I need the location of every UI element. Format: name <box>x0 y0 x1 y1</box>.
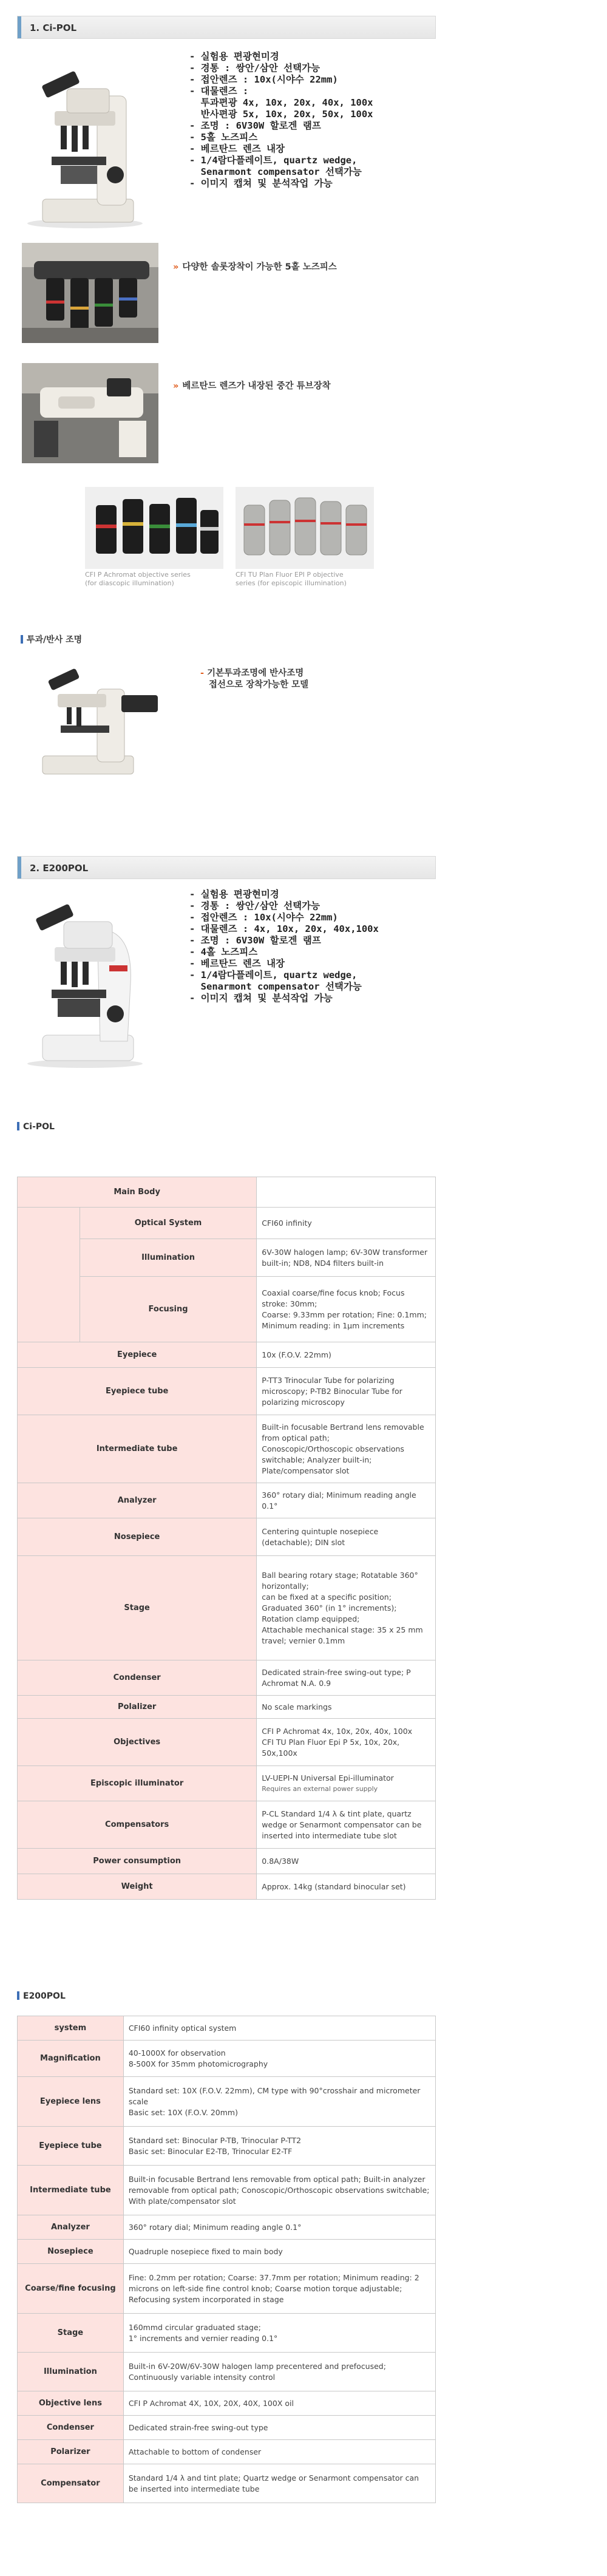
spec-value <box>123 2077 435 2127</box>
spec-label: Main Body <box>18 1177 257 1208</box>
table-row <box>18 1177 436 1208</box>
table-row <box>18 1660 436 1696</box>
spec-label: Eyepiece <box>18 1342 257 1368</box>
e200pol-spec-title <box>17 1991 66 2001</box>
spec-value: Attachable to bottom of condenser <box>123 2440 435 2464</box>
value-line: Basic set: 10X (F.O.V. 20mm) <box>128 2107 238 2117</box>
spec-value: 6V-30W halogen lamp; 6V-30W transformer built-in; ND8, ND4 filters built-in <box>257 1239 436 1277</box>
spec-label: Eyepiece tube <box>18 1368 257 1415</box>
section-header-cipol <box>17 16 436 39</box>
table-row <box>18 2416 436 2440</box>
value-line: Basic set: Binocular E2-TB, Trinocular E2-TF <box>128 2146 293 2156</box>
value-line: Rotation clamp equipped; <box>262 1614 360 1623</box>
value-line: Graduated 360° (in 1° increments); <box>262 1603 397 1613</box>
value-line: Ball bearing rotary stage; Rotatable 360° horizontally; <box>262 1570 418 1591</box>
arrow-icon: » <box>173 262 179 272</box>
caption-line: series (for episcopic illumination) <box>236 579 347 587</box>
spec-label: Compensator <box>18 2464 124 2503</box>
feature-item: 투과편광 4x, 10x, 20x, 40x, 100x <box>189 97 373 108</box>
feature-item: - 경통 : 쌍안/삼안 선택가능 <box>189 900 320 911</box>
illumination-title: 투과/반사 조명 <box>27 635 83 645</box>
feature-item: - 대물렌즈 : 4x, 10x, 20x, 40x,100x <box>189 923 379 934</box>
feature-item: - 실험용 편광현미경 <box>189 51 279 62</box>
spec-value: 360° rotary dial; Minimum reading angle 0.1° <box>257 1483 436 1518</box>
spec-value <box>123 2127 435 2166</box>
spec-label: Eyepiece tube <box>18 2127 124 2166</box>
table-row <box>18 1874 436 1900</box>
caption-line: (for diascopic illumination) <box>85 579 174 587</box>
table-row <box>18 1368 436 1415</box>
table-row <box>18 2353 436 2391</box>
spec-label-spacer <box>18 1208 80 1342</box>
spec-label: Weight <box>18 1874 257 1900</box>
feature-item: - 베르탄드 렌즈 내장 <box>189 143 285 154</box>
spec-label: Illumination <box>18 2353 124 2391</box>
feature-item: - 조명 : 6V30W 할로겐 램프 <box>189 935 321 946</box>
table-row <box>18 2016 436 2041</box>
spec-value: Dedicated strain-free swing-out type; P Achromat N.A. 0.9 <box>257 1660 436 1696</box>
value-line: 1° increments and vernier reading 0.1° <box>128 2333 278 2343</box>
epi-illumination-microscope-image <box>24 665 176 777</box>
feature-item: - 실험용 편광현미경 <box>189 889 279 900</box>
spec-value: 360° rotary dial; Minimum reading angle 0.1° <box>123 2215 435 2240</box>
illum-text: 접선으로 장착가능한 모델 <box>209 680 309 690</box>
spec-value <box>123 2314 435 2353</box>
spec-value: P-TT3 Trinocular Tube for polarizing microscopy; P-TB2 Binocular Tube for polarizing microscopy <box>257 1368 436 1415</box>
plan-fluor-caption <box>236 571 347 588</box>
table-row <box>18 1277 436 1342</box>
feature-item: - 1/4람다플레이트, quartz wedge, <box>189 155 358 166</box>
spec-label: Compensators <box>18 1801 257 1849</box>
spec-label: Analyzer <box>18 2215 124 2240</box>
spec-value: 10x (F.O.V. 22mm) <box>257 1342 436 1368</box>
spec-label: Coarse/fine focusing <box>18 2264 124 2314</box>
spec-label: Optical System <box>80 1208 257 1239</box>
spec-label: Objectives <box>18 1719 257 1766</box>
feature-item: - 베르탄드 렌즈 내장 <box>189 958 285 969</box>
section-title: 1. Ci-POL <box>30 22 77 33</box>
e200pol-feature-list <box>189 889 379 1004</box>
feature-item: 반사편광 5x, 10x, 20x, 50x, 100x <box>189 109 373 120</box>
section-accent-bar <box>18 16 21 38</box>
caption-line: CFI P Achromat objective series <box>85 571 191 579</box>
subtitle-accent-bar <box>17 1122 19 1130</box>
table-row <box>18 2041 436 2077</box>
feature-item: - 1/4람다플레이트, quartz wedge, <box>189 970 358 980</box>
bertrand-callout-text: 베르탄드 렌즈가 내장된 중간 튜브장착 <box>182 381 331 391</box>
spec-value: Built-in 6V-20W/6V-30W halogen lamp precentered and prefocused; Continuously variable intensity control <box>123 2353 435 2391</box>
spec-value: P-CL Standard 1/4 λ & tint plate, quartz wedge or Senarmont compensator can be inserted into intermediate tube slot <box>257 1801 436 1849</box>
spec-label: system <box>18 2016 124 2041</box>
value-line: 8-500X for 35mm photomicrography <box>128 2059 268 2068</box>
table-row <box>18 2240 436 2264</box>
feature-item: - 대물렌즈 : <box>189 86 249 97</box>
section-header-e200pol <box>17 856 436 879</box>
table-row <box>18 2215 436 2240</box>
illum-line <box>200 668 308 679</box>
value-line: Standard set: 10X (F.O.V. 22mm), CM type with 90°crosshair and micrometer scale <box>128 2085 421 2106</box>
value-line: Requires an external power supply <box>262 1784 378 1793</box>
cipol-feature-list <box>189 51 373 189</box>
table-row <box>18 2127 436 2166</box>
spec-label: Nosepiece <box>18 1518 257 1556</box>
table-row <box>18 1556 436 1660</box>
nosepiece-callout-text: 다양한 솔롯장착이 가능한 5홀 노즈피스 <box>182 262 337 272</box>
feature-item: - 이미지 캡쳐 및 분석작업 가능 <box>189 993 333 1004</box>
spec-label: Focusing <box>80 1277 257 1342</box>
spec-label: Condenser <box>18 2416 124 2440</box>
spec-value <box>257 1719 436 1766</box>
table-row <box>18 1696 436 1719</box>
bertrand-tube-photo <box>22 363 158 463</box>
spec-value: 0.8A/38W <box>257 1849 436 1874</box>
achromat-caption <box>85 571 191 588</box>
table-row <box>18 1483 436 1518</box>
table-row <box>18 1342 436 1368</box>
spec-value: Fine: 0.2mm per rotation; Coarse: 37.7mm per rotation; Minimum reading: 2 microns on left-side fine control knob; Coarse motion torque adjustable; Refocusing system incorporated in stage <box>123 2264 435 2314</box>
cipol-spec-title <box>17 1122 55 1132</box>
spec-label: Nosepiece <box>18 2240 124 2264</box>
value-line: LV-UEPI-N Universal Epi-illuminator <box>262 1773 394 1782</box>
spec-value: No scale markings <box>257 1696 436 1719</box>
value-line: Standard set: Binocular P-TB, Trinocular P-TT2 <box>128 2135 302 2145</box>
spec-label: Stage <box>18 2314 124 2353</box>
feature-item: Senarmont compensator 선택가능 <box>189 166 362 177</box>
spec-label: Stage <box>18 1556 257 1660</box>
spec-value <box>257 1415 436 1483</box>
cipol-microscope-image <box>18 53 149 229</box>
e200pol-spec-title-text: E200POL <box>23 1991 66 2001</box>
table-row <box>18 2440 436 2464</box>
table-row <box>18 2264 436 2314</box>
plan-fluor-objectives-photo <box>236 487 374 569</box>
table-row <box>18 1801 436 1849</box>
spec-value: Dedicated strain-free swing-out type <box>123 2416 435 2440</box>
table-row <box>18 2166 436 2215</box>
spec-value <box>257 1766 436 1801</box>
spec-label: Analyzer <box>18 1483 257 1518</box>
spec-label: Episcopic illuminator <box>18 1766 257 1801</box>
table-row <box>18 1415 436 1483</box>
spec-label: Objective lens <box>18 2391 124 2416</box>
spec-value: Quadruple nosepiece fixed to main body <box>123 2240 435 2264</box>
spec-value: Built-in focusable Bertrand lens removable from optical path; Built-in analyzer removable from optical path; Conoscopic/Orthoscopic observations switchable; With plate/compensator slot <box>123 2166 435 2215</box>
achromat-objectives-photo <box>85 487 223 569</box>
feature-item: - 접안렌즈 : 10x(시야수 22mm) <box>189 74 338 85</box>
spec-value: Centering quintuple nosepiece (detachable); DIN slot <box>257 1518 436 1556</box>
value-line: can be fixed at a specific position; <box>262 1592 392 1602</box>
e200pol-microscope-image <box>18 892 149 1069</box>
table-row <box>18 1239 436 1277</box>
feature-item: - 5홀 노즈피스 <box>189 132 258 143</box>
cipol-spec-title-text: Ci-POL <box>23 1122 55 1132</box>
illum-text: 기본투과조명에 반사조명 <box>207 668 304 678</box>
spec-value: CFI60 infinity optical system <box>123 2016 435 2041</box>
value-line: Built-in focusable Bertrand lens removable from optical path; <box>262 1422 424 1443</box>
bertrand-callout <box>173 379 331 392</box>
table-row <box>18 2391 436 2416</box>
table-row <box>18 2314 436 2353</box>
e200pol-spec-table <box>17 2016 436 2503</box>
value-line: Minimum reading: in 1μm increments <box>262 1320 405 1330</box>
spec-value: CFI60 infinity <box>257 1208 436 1239</box>
feature-item: - 조명 : 6V30W 할로겐 램프 <box>189 120 321 131</box>
spec-label: Illumination <box>80 1239 257 1277</box>
spec-label: Intermediate tube <box>18 1415 257 1483</box>
table-row <box>18 2464 436 2503</box>
table-row <box>18 1849 436 1874</box>
illumination-description <box>200 668 308 691</box>
cipol-spec-table <box>17 1177 436 1900</box>
spec-value: CFI P Achromat 4X, 10X, 20X, 40X, 100X oil <box>123 2391 435 2416</box>
illumination-subtitle <box>21 633 82 645</box>
table-row <box>18 1518 436 1556</box>
table-row <box>18 1208 436 1239</box>
spec-value <box>257 1277 436 1342</box>
feature-item: - 이미지 캡쳐 및 분석작업 가능 <box>189 178 333 189</box>
spec-value <box>257 1556 436 1660</box>
subtitle-accent-bar <box>17 1991 19 2000</box>
spec-label: Condenser <box>18 1660 257 1696</box>
spec-value <box>257 1177 436 1208</box>
value-line: CFI P Achromat 4x, 10x, 20x, 40x, 100x <box>262 1726 413 1736</box>
spec-label: Power consumption <box>18 1849 257 1874</box>
table-row <box>18 1766 436 1801</box>
feature-item: - 접안렌즈 : 10x(시야수 22mm) <box>189 912 338 923</box>
feature-item: - 경통 : 쌍안/삼안 선택가능 <box>189 63 320 73</box>
table-row <box>18 2077 436 2127</box>
table-row <box>18 1719 436 1766</box>
value-line: 160mmd circular graduated stage; <box>128 2322 261 2332</box>
value-line: Plate/compensator slot <box>262 1466 350 1475</box>
spec-label: Polarizer <box>18 2440 124 2464</box>
value-line: Attachable mechanical stage: 35 x 25 mm travel; vernier 0.1mm <box>262 1625 423 1645</box>
section-title: 2. E200POL <box>30 863 89 874</box>
subtitle-accent-bar <box>21 635 23 644</box>
spec-label: Intermediate tube <box>18 2166 124 2215</box>
value-line: Conoscopic/Orthoscopic observations switchable; Analyzer built-in; <box>262 1444 404 1464</box>
nosepiece-photo <box>22 243 158 343</box>
section-accent-bar <box>18 857 21 878</box>
value-line: Coaxial coarse/fine focus knob; Focus stroke: 30mm; <box>262 1288 405 1308</box>
feature-item: Senarmont compensator 선택가능 <box>189 981 362 992</box>
spec-value <box>123 2041 435 2077</box>
spec-label: Eyepiece lens <box>18 2077 124 2127</box>
nosepiece-callout <box>173 260 337 273</box>
value-line: CFI TU Plan Fluor Epi P 5x, 10x, 20x, 50x,100x <box>262 1737 400 1758</box>
spec-label: Polalizer <box>18 1696 257 1719</box>
spec-value: Approx. 14kg (standard binocular set) <box>257 1874 436 1900</box>
value-line: Coarse: 9.33mm per rotation; Fine: 0.1mm; <box>262 1310 427 1319</box>
caption-line: CFI TU Plan Fluor EPI P objective <box>236 571 344 579</box>
dash-icon: - <box>200 668 208 678</box>
value-line: 40-1000X for observation <box>128 2048 226 2058</box>
arrow-icon: » <box>173 381 179 391</box>
spec-value: Standard 1/4 λ and tint plate; Quartz wedge or Senarmont compensator can be inserted into intermediate tube <box>123 2464 435 2503</box>
feature-item: - 4홀 노즈피스 <box>189 946 258 957</box>
spec-label: Magnification <box>18 2041 124 2077</box>
